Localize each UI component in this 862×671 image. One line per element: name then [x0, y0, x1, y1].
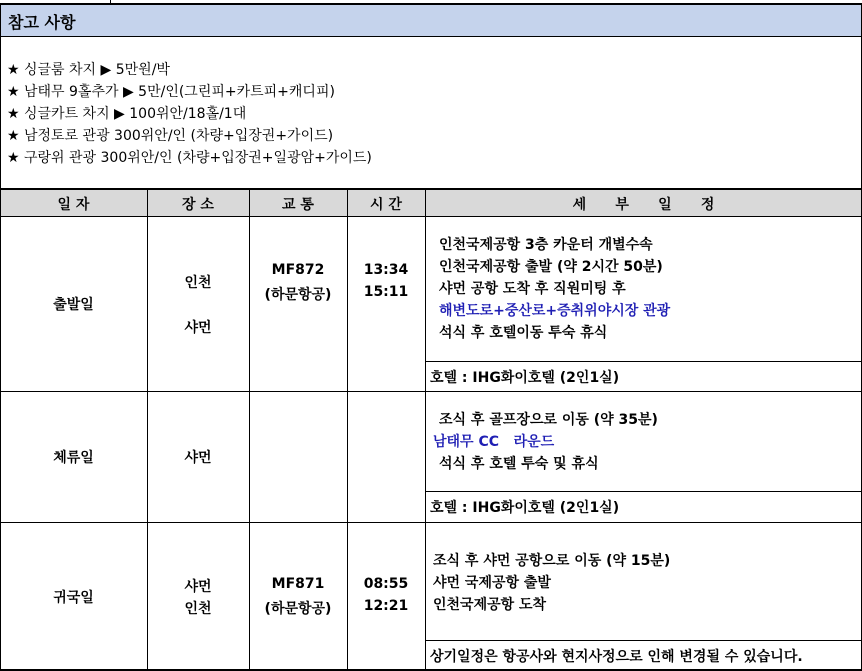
itinerary-line-highlight: 해변도로+중산로+증취위야시장 관광 [439, 303, 671, 319]
note-item: ★ 싱글룸 차지 ▶ 5만원/박 [7, 62, 170, 78]
itinerary-line: 샤먼 공항 도착 후 직원미팅 후 [439, 281, 626, 297]
day-label: 귀국일 [53, 590, 94, 606]
grid-line [425, 188, 426, 671]
itinerary-line: 조식 후 골프장으로 이동 (약 35분) [439, 412, 658, 428]
column-header-details: 세 부 일 정 [572, 197, 715, 213]
airline-name: (하문항공) [264, 287, 332, 303]
itinerary-line: 인천국제공항 도착 [433, 597, 547, 613]
section-header [0, 3, 862, 37]
table-header-row [0, 188, 862, 217]
hotel-info: 호텔 : IHG화이호텔 (2인1실) [430, 370, 620, 386]
flight-number: MF872 [271, 262, 325, 278]
column-header-transport: 교 통 [282, 197, 314, 213]
hotel-divider [425, 361, 862, 362]
itinerary-line: 조식 후 샤먼 공항으로 이동 (약 15분) [433, 553, 671, 569]
note-item: ★ 남태무 9홀추가 ▶ 5만/인(그린피+카트피+캐디피) [7, 84, 335, 100]
column-header-time: 시 간 [370, 197, 402, 213]
footer-divider [425, 640, 862, 641]
day-label: 체류일 [53, 450, 94, 466]
departure-time: 13:34 [363, 262, 409, 278]
arrival-time: 12:21 [363, 598, 409, 614]
departure-time: 08:55 [363, 576, 409, 592]
place-label: 샤먼 [184, 320, 212, 336]
airline-name: (하문항공) [264, 601, 332, 617]
column-header-place: 장 소 [182, 197, 214, 213]
itinerary-line: 석식 후 호텔 투숙 및 휴식 [439, 456, 599, 472]
arrival-time: 15:11 [363, 284, 409, 300]
place-label: 인천 [184, 275, 212, 291]
hotel-divider [425, 491, 862, 492]
place-label: 인천 [184, 601, 212, 617]
itinerary-line-highlight: 남태무 CC 라운드 [433, 434, 555, 450]
itinerary-line: 인천국제공항 3층 카운터 개별수속 [439, 237, 653, 253]
place-label: 샤먼 [184, 579, 212, 595]
column-header-date: 일 자 [57, 197, 90, 213]
row-divider [0, 391, 862, 392]
flight-number: MF871 [271, 576, 325, 592]
itinerary-line: 인천국제공항 출발 (약 2시간 50분) [439, 259, 663, 275]
row-divider [0, 522, 862, 523]
hotel-info: 호텔 : IHG화이호텔 (2인1실) [430, 500, 620, 516]
note-item: ★ 구랑위 관광 300위안/인 (차량+입장권+일광암+가이드) [7, 150, 372, 166]
itinerary-line: 샤먼 국제공항 출발 [433, 575, 551, 591]
disclaimer-text: 상기일정은 항공사와 현지사정으로 인해 변경될 수 있습니다. [430, 649, 803, 665]
notes-list [0, 37, 862, 188]
place-label: 샤먼 [184, 450, 212, 466]
day-label: 출발일 [53, 297, 94, 313]
section-title: 참고 사항 [8, 13, 76, 32]
note-item: ★ 남정토로 관광 300위안/인 (차량+입장권+가이드) [7, 128, 334, 144]
note-item: ★ 싱글카트 차지 ▶ 100위안/18홀/1대 [7, 106, 247, 122]
itinerary-line: 석식 후 호텔이동 투숙 휴식 [439, 325, 608, 341]
